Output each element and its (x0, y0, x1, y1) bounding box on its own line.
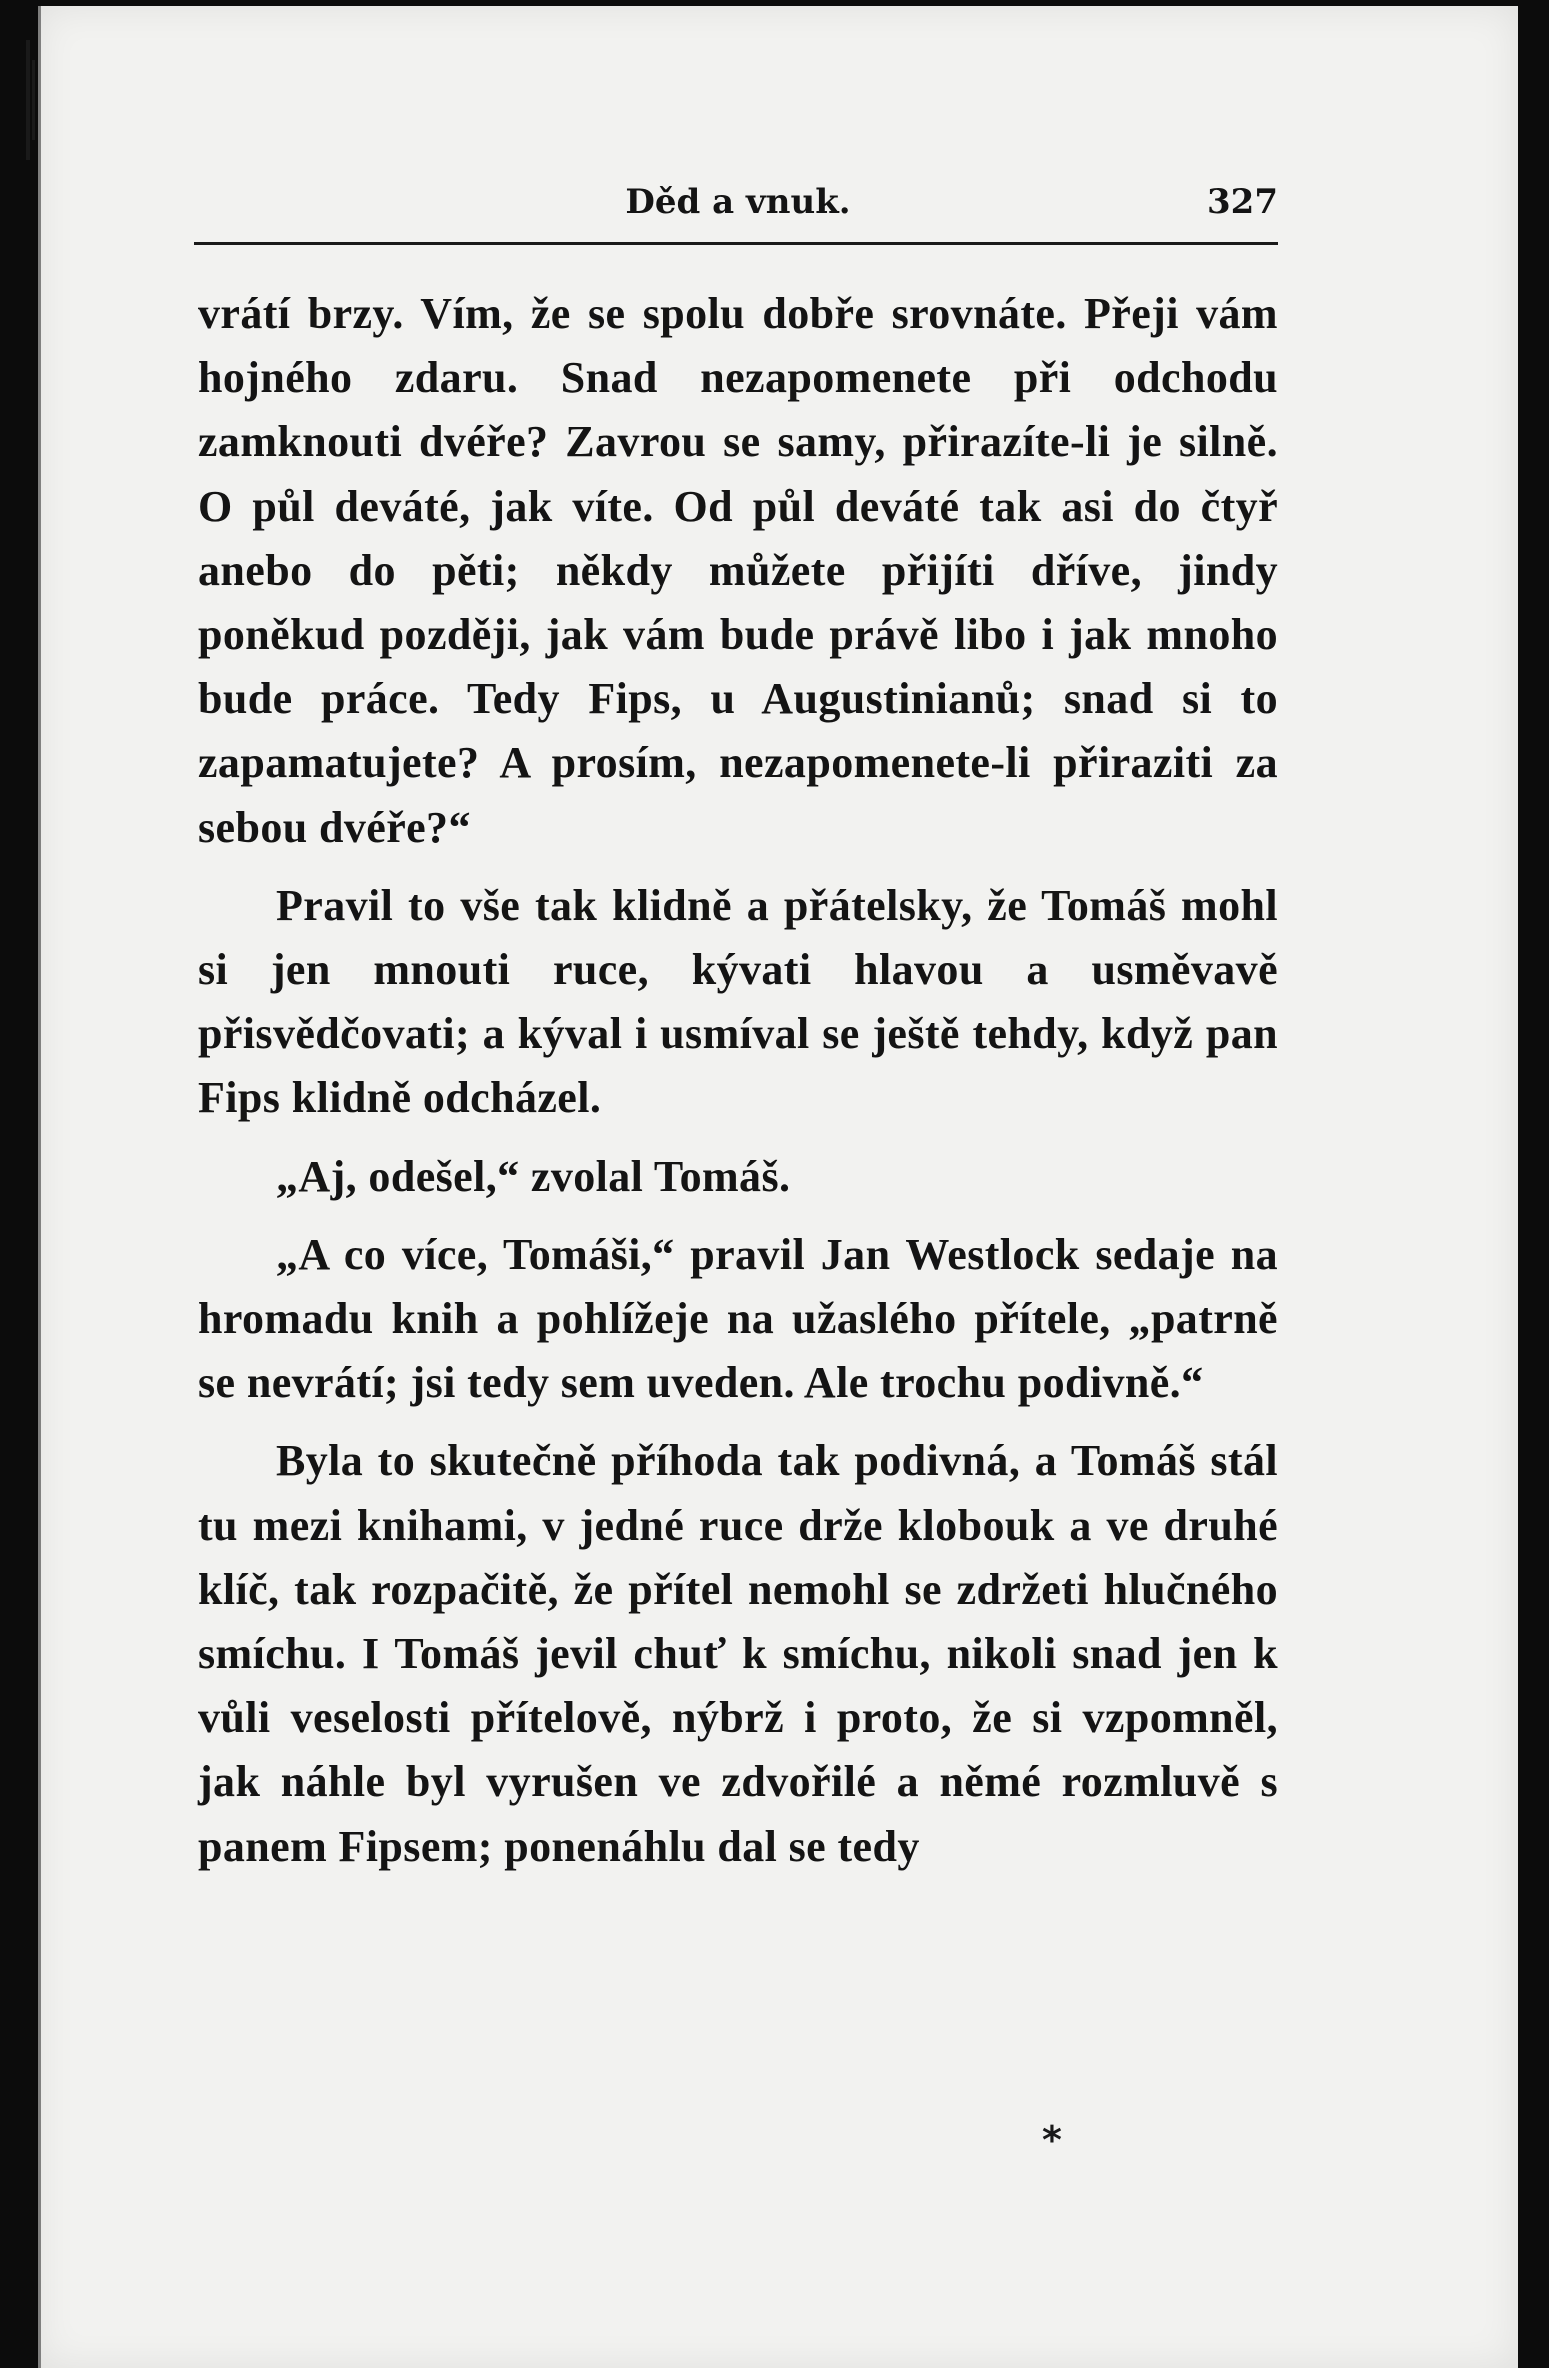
page-header (198, 176, 1278, 236)
binding-mark (32, 60, 35, 140)
signature-mark: * (1042, 2118, 1062, 2162)
body-text (198, 282, 1278, 1879)
page-edge-line (38, 6, 41, 2368)
running-title: Děd a vnuk. (625, 182, 851, 222)
header-rule (194, 242, 1278, 245)
paragraph: „Aj, odešel,“ zvolal Tomáš. (276, 1151, 791, 1201)
binding-mark (26, 40, 30, 160)
paragraph: Pravil to vše tak klidně a přátelsky, že Tomáš mohl si jen mnouti ruce, kývati hlavou a usměvavě přisvědčovati; a kýval i usmíval se ještě tehdy, když pan Fips klidně odcházel. (198, 880, 1278, 1123)
paragraph: Byla to skutečně příhoda tak podivná, a Tomáš stál tu mezi knihami, v jedné ruce drže klobouk a ve druhé klíč, tak rozpačitě, že přítel nemohl se zdržeti hlučného smíchu. I Tomáš jevil chuť k smíchu, nikoli snad jen k vůli veselosti přítelově, nýbrž i proto, že si vzpomněl, jak náhle byl vyrušen ve zdvořilé a němé rozmluvě s panem Fipsem; ponenáhlu dal se tedy (198, 1436, 1278, 1871)
paragraph-continued: vrátí brzy. Vím, že se spolu dobře srovnáte. Přeji vám hojného zdaru. Snad nezapomenete při odchodu zamknouti dvéře? Zavrou se samy, přirazíte-li je silně. O půl deváté, jak víte. Od půl deváté tak asi do čtyř anebo do pěti; někdy můžete přijíti dříve, jindy poněkud později, jak vám bude právě libo i jak mnoho bude práce. Tedy Fips, u Augustinianů; snad si to zapamatujete? A prosím, nezapomenete-li přiraziti za sebou dvéře?“ (198, 289, 1278, 852)
page-number: 327 (1207, 182, 1278, 222)
paragraph: „A co více, Tomáši,“ pravil Jan Westlock sedaje na hromadu knih a pohlížeje na užaslého přítele, „patrně se nevrátí; jsi tedy sem uveden. Ale trochu podivně.“ (198, 1229, 1278, 1408)
